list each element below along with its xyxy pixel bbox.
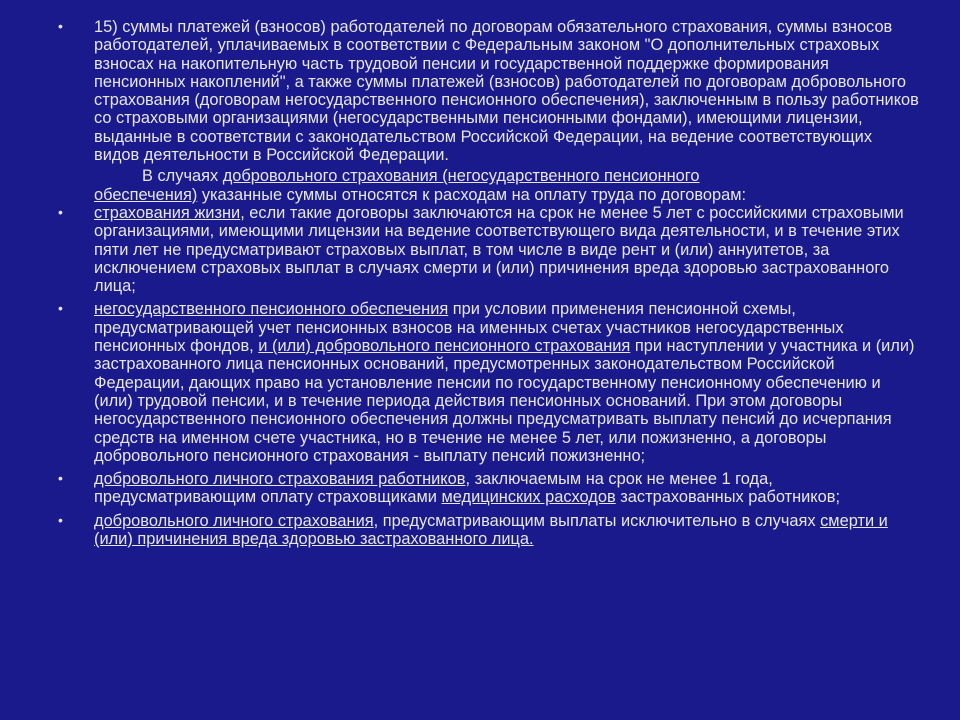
pension-insurance-link[interactable]: и (или) добровольного пенсионного страхования: [258, 337, 631, 356]
voluntary-insurance-link[interactable]: добровольного страхования (негосударственного пенсионного: [222, 167, 700, 186]
list-item-life-insurance: [58, 204, 920, 295]
death-harm-link[interactable]: смерти и (или) причинения вреда здоровью застрахованного лица.: [94, 511, 888, 549]
item-text: 15) суммы платежей (взносов) работодателей по договорам обязательного страхования, суммы взносов работодателей, уплачиваемых в соответствии с Федеральным законом "О дополнительных страховых взносах на накопительную часть трудовой пенсии и государственной поддержке формирования пенсионных накоплений", а также суммы платежей (взносов) работодателей по договорам добровольного страхования (договорам негосударственного пенсионного обеспечения), заключенным в пользу работников со страховыми организациями (негосударственными пенсионными фондами), имеющими лицензии, выданные в соответствии с законодательством Российской Федерации, на ведение соответствующих видов деятельности в Российской Федерации.: [94, 18, 919, 165]
personal-insurance-link[interactable]: добровольного личного страхования работников: [94, 470, 466, 489]
list-item-pension: [58, 300, 920, 465]
para-text-end: указанные суммы относятся к расходам на оплату труда по договорам:: [197, 185, 747, 204]
bullet-icon: •: [58, 511, 63, 528]
life-insurance-link[interactable]: страхования жизни: [94, 203, 241, 222]
personal-insurance-link[interactable]: добровольного личного страхования: [94, 511, 374, 530]
list-item-15: [58, 18, 920, 164]
item-text: при условии применения пенсионной схемы, предусматривающей учет пенсионных взносов на именных счетах участников негосударственных пенсионных фондов,: [94, 300, 844, 356]
pension-provision-link[interactable]: негосударственного пенсионного обеспечения: [94, 300, 449, 319]
medical-expenses-link[interactable]: медицинских расходов: [441, 488, 616, 507]
para-text: В случаях: [142, 167, 223, 186]
bullet-icon: •: [58, 300, 63, 317]
bullet-icon: •: [58, 470, 63, 487]
item-text: застрахованных работников;: [615, 488, 841, 507]
item-text: , предусматривающим выплаты исключительно в случаях: [373, 511, 821, 530]
list-item-personal-insurance: [58, 470, 920, 507]
item-text: , если такие договоры заключаются на срок не менее 5 лет с российскими страховыми организациями, имеющими лицензии на ведение соответствующего вида деятельности, и в течение этих пяти лет не предусматривают страховых выплат, в том числе в виде рент и (или) аннуитетов, за исключением страховых выплат в случаях смерти и (или) причинения вреда здоровью застрахованного лица;: [94, 203, 904, 296]
bullet-icon: •: [58, 18, 63, 34]
item-text: при наступлении у участника и (или) застрахованного лица пенсионных оснований, предусмотренных законодательством Российской Федерации, дающих право на установление пенсии по государственному пенсионному обеспечению и (или) трудовой пенсии, и в течение периода действия пенсионных оснований. При этом договоры негосударственного пенсионного обеспечения должны предусматривать выплату пенсий до исчерпания средств на именном счете участника, но в течение не менее 5 лет, или пожизненно, а договоры добровольного пенсионного страхования - выплату пенсий пожизненно;: [94, 337, 915, 465]
intro-paragraph: [94, 167, 920, 204]
voluntary-insurance-link-cont[interactable]: обеспечения): [94, 185, 198, 204]
list-item-personal-insurance-death: [58, 512, 920, 549]
item-text: , заключаемым на срок не менее 1 года, предусматривающим оплату страховщиками: [94, 470, 773, 507]
bullet-icon: •: [58, 203, 63, 220]
